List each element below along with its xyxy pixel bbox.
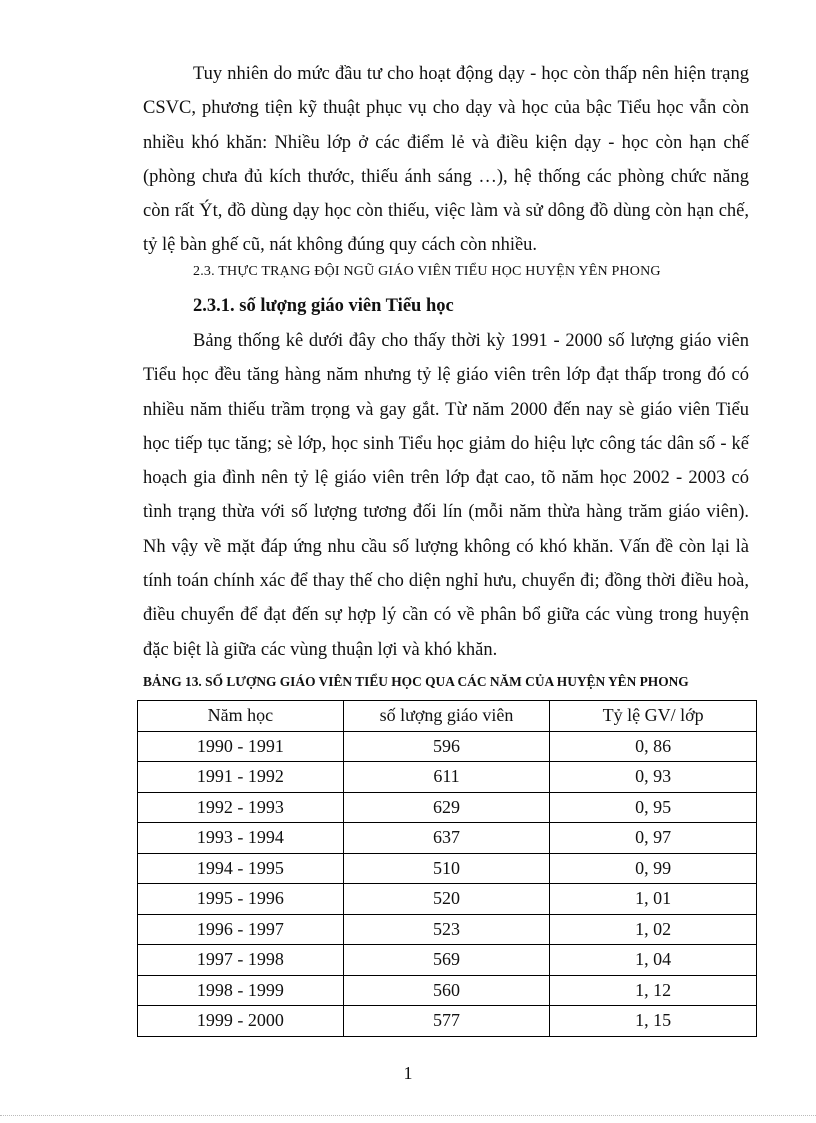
table-row <box>138 731 757 762</box>
cell-ratio: 0, 86 <box>550 731 757 762</box>
table-row <box>138 792 757 823</box>
cell-count: 510 <box>343 853 550 884</box>
table-row <box>138 1006 757 1037</box>
cell-count: 577 <box>343 1006 550 1037</box>
cell-year: 1990 - 1991 <box>138 731 344 762</box>
cell-year: 1994 - 1995 <box>138 853 344 884</box>
table-row <box>138 914 757 945</box>
cell-year: 1998 - 1999 <box>138 975 344 1006</box>
table-row <box>138 975 757 1006</box>
cell-ratio: 0, 95 <box>550 792 757 823</box>
cell-ratio: 1, 04 <box>550 945 757 976</box>
page-bottom-divider <box>0 1115 816 1116</box>
cell-count: 520 <box>343 884 550 915</box>
cell-ratio: 0, 93 <box>550 762 757 793</box>
cell-ratio: 1, 01 <box>550 884 757 915</box>
cell-count: 629 <box>343 792 550 823</box>
cell-ratio: 0, 99 <box>550 853 757 884</box>
cell-count: 637 <box>343 823 550 854</box>
paragraph-1-text: Tuy nhiên do mức đầu tư cho hoạt động dạy - học còn thấp nên hiện trạng CSVC, phương tiện kỹ thuật phục vụ cho dạy và học của bậc Tiểu học vẫn còn nhiều khó khăn: Nhiều lớp ở các điểm lẻ và điều kiện dạy - học còn hạn chế (phòng chưa đủ kích thước, thiếu ánh sáng …), hệ thống các phòng chức năng còn rất Ýt, đồ dùng dạy học còn thiếu, việc làm và sử dông đồ dùng còn hạn chế, tỷ lệ bàn ghế cũ, nát không đúng quy cách còn nhiều. <box>143 64 749 256</box>
cell-year: 1993 - 1994 <box>138 823 344 854</box>
table-row <box>138 853 757 884</box>
subsection-heading: 2.3.1. số lượng giáo viên Tiểu học <box>193 296 454 316</box>
header-teacher-class-ratio: Tỷ lệ GV/ lớp <box>550 701 757 732</box>
cell-ratio: 1, 02 <box>550 914 757 945</box>
teacher-stats-table <box>137 700 757 1037</box>
section-heading: 2.3. THỰC TRẠNG ĐỘI NGŨ GIÁO VIÊN TIỂU HỌC HUYỆN YÊN PHONG <box>193 264 661 279</box>
cell-year: 1999 - 2000 <box>138 1006 344 1037</box>
cell-count: 523 <box>343 914 550 945</box>
paragraph-1 <box>143 57 749 263</box>
table-row <box>138 884 757 915</box>
table-caption: BẢNG 13. SỐ LƯỢNG GIÁO VIÊN TIỂU HỌC QUA CÁC NĂM CỦA HUYỆN YÊN PHONG <box>143 674 689 689</box>
cell-count: 611 <box>343 762 550 793</box>
cell-ratio: 1, 12 <box>550 975 757 1006</box>
header-school-year: Năm học <box>138 701 344 732</box>
table-row <box>138 762 757 793</box>
cell-year: 1997 - 1998 <box>138 945 344 976</box>
cell-ratio: 1, 15 <box>550 1006 757 1037</box>
cell-count: 560 <box>343 975 550 1006</box>
table-row <box>138 945 757 976</box>
cell-count: 569 <box>343 945 550 976</box>
page-number: 1 <box>403 1063 413 1083</box>
cell-count: 596 <box>343 731 550 762</box>
paragraph-2-text: Bảng thống kê dưới đây cho thấy thời kỳ 1991 - 2000 số lượng giáo viên Tiểu học đều tăng hàng năm nhưng tỷ lệ giáo viên trên lớp đạt thấp trong đó có nhiều năm thiếu trầm trọng và gay gắt. Từ năm 2000 đến nay sè giáo viên Tiểu học tiếp tục tăng; sè lớp, học sinh Tiểu học giảm do hiệu lực công tác dân số - kế hoạch gia đình nên tỷ lệ giáo viên trên lớp đạt cao, tõ năm học 2002 - 2003 có tình trạng thừa với số lượng tương đối lín (mỗi năm thừa hàng trăm giáo viên). Nh vậy về mặt đáp ứng nhu cầu số lượng không có khó khăn. Vấn đề còn lại là tính toán chính xác để thay thế cho diện nghỉ hưu, chuyển đi; đồng thời điều hoà, điều chuyển để đạt đến sự hợp lý cần có về phân bổ giữa các vùng trong huyện đặc biệt là giữa các vùng thuận lợi và khó khăn. <box>143 331 749 660</box>
table-header-row <box>138 701 757 732</box>
cell-year: 1991 - 1992 <box>138 762 344 793</box>
cell-year: 1995 - 1996 <box>138 884 344 915</box>
header-teacher-count: số lượng giáo viên <box>343 701 550 732</box>
cell-year: 1996 - 1997 <box>138 914 344 945</box>
cell-year: 1992 - 1993 <box>138 792 344 823</box>
cell-ratio: 0, 97 <box>550 823 757 854</box>
paragraph-2 <box>143 324 749 667</box>
table-row <box>138 823 757 854</box>
